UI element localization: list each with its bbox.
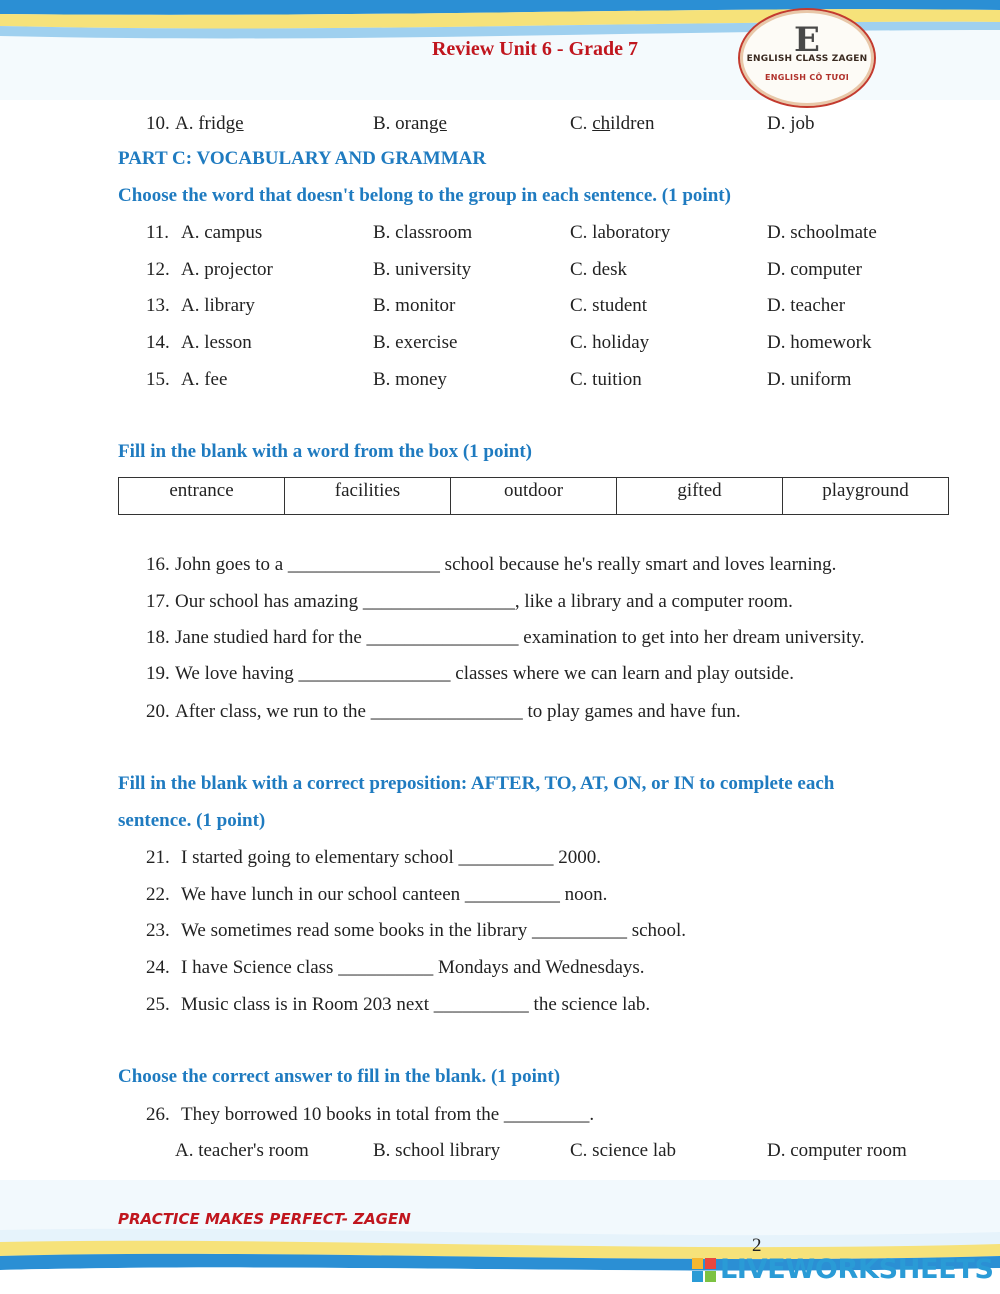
option-d: D. computer room (767, 1140, 907, 1161)
option-b: B. money (373, 369, 447, 390)
logo-line1: ENGLISH CLASS ZAGEN (746, 54, 868, 64)
word-box-cell: facilities (285, 478, 451, 514)
logo-line2: ENGLISH CÔ TƯƠI (764, 73, 850, 82)
option-d: D. job (767, 113, 815, 134)
option-a: A. library (181, 295, 255, 316)
question-number: 14. (146, 332, 170, 353)
option-c: C. laboratory (570, 222, 671, 243)
question-text: Jane studied hard for the ________________ examination to get into her dream university. (175, 627, 865, 648)
option-c: C. student (570, 295, 648, 316)
option-d: D. schoolmate (767, 222, 877, 243)
question-text: I started going to elementary school __________ 2000. (181, 847, 602, 868)
question-text: After class, we run to the ________________ to play games and have fun. (175, 701, 741, 722)
word-box-instruction: Fill in the blank with a word from the box (1 point) (118, 441, 532, 462)
part-c-heading: PART C: VOCABULARY AND GRAMMAR (118, 148, 487, 169)
word-box-cell: entrance (119, 478, 285, 514)
question-number: 18. (146, 627, 170, 648)
option-a: A. projector (181, 259, 273, 280)
question-number: 19. (146, 663, 170, 684)
option-b: B. classroom (373, 222, 473, 243)
option-b: B. school library (373, 1140, 501, 1161)
option-c: C. holiday (570, 332, 650, 353)
option-a: A. lesson (181, 332, 252, 353)
document-title: Review Unit 6 - Grade 7 (431, 38, 639, 60)
question-number: 10. (146, 113, 170, 134)
word-box (118, 477, 949, 515)
option-a: A. teacher's room (175, 1140, 309, 1161)
option-b: B. exercise (373, 332, 458, 353)
question-text: We sometimes read some books in the library __________ school. (181, 920, 687, 941)
question-number: 16. (146, 554, 170, 575)
question-number: 17. (146, 591, 170, 612)
question-number: 23. (146, 920, 170, 941)
option-c: C. desk (570, 259, 627, 280)
option-d: D. computer (767, 259, 862, 280)
question-text: I have Science class __________ Mondays and Wednesdays. (181, 957, 645, 978)
word-box-cell: outdoor (451, 478, 617, 514)
option-b: B. university (373, 259, 472, 280)
option-b: B. monitor (373, 295, 456, 316)
question-text: Music class is in Room 203 next __________ the science lab. (181, 994, 651, 1015)
option-a: A. fridge (175, 113, 244, 134)
option-c: C. tuition (570, 369, 642, 390)
question-text: We love having ________________ classes where we can learn and play outside. (175, 663, 794, 684)
question-number: 25. (146, 994, 170, 1015)
logo-emblem: E (794, 20, 820, 60)
question-number: 15. (146, 369, 170, 390)
liveworksheets-brand[interactable]: LIVEWORKSHEETS (720, 1254, 994, 1285)
option-d: D. teacher (767, 295, 846, 316)
page-number: 2 (752, 1235, 762, 1256)
mcq-instruction: Choose the correct answer to fill in the blank. (1 point) (118, 1066, 561, 1087)
question-number: 24. (146, 957, 170, 978)
question-number: 11. (146, 222, 170, 243)
liveworksheets-icon (692, 1258, 716, 1282)
question-number: 13. (146, 295, 170, 316)
question-number: 20. (146, 701, 170, 722)
school-logo (738, 8, 876, 108)
question-number: 21. (146, 847, 170, 868)
word-box-cell: gifted (617, 478, 783, 514)
option-c: C. science lab (570, 1140, 677, 1161)
option-a: A. fee (181, 369, 228, 390)
footer-motto: PRACTICE MAKES PERFECT- ZAGEN (118, 1210, 411, 1228)
preposition-instruction-line2: sentence. (1 point) (118, 810, 266, 831)
option-b: B. orange (373, 113, 447, 134)
question-number: 26. (146, 1104, 170, 1125)
question-text: They borrowed 10 books in total from the _________. (181, 1104, 595, 1125)
option-c: C. children (570, 113, 655, 134)
question-text: Our school has amazing ________________, like a library and a computer room. (175, 591, 793, 612)
question-text: We have lunch in our school canteen __________ noon. (181, 884, 608, 905)
word-box-cell: playground (822, 480, 909, 501)
odd-one-out-instruction: Choose the word that doesn't belong to the group in each sentence. (1 point) (118, 185, 731, 206)
preposition-instruction-line1: Fill in the blank with a correct preposition: AFTER, TO, AT, ON, or IN to complete each (118, 773, 835, 794)
question-text: John goes to a ________________ school because he's really smart and loves learning. (175, 554, 837, 575)
question-number: 22. (146, 884, 170, 905)
option-d: D. homework (767, 332, 872, 353)
question-number: 12. (146, 259, 170, 280)
option-a: A. campus (181, 222, 263, 243)
option-d: D. uniform (767, 369, 852, 390)
